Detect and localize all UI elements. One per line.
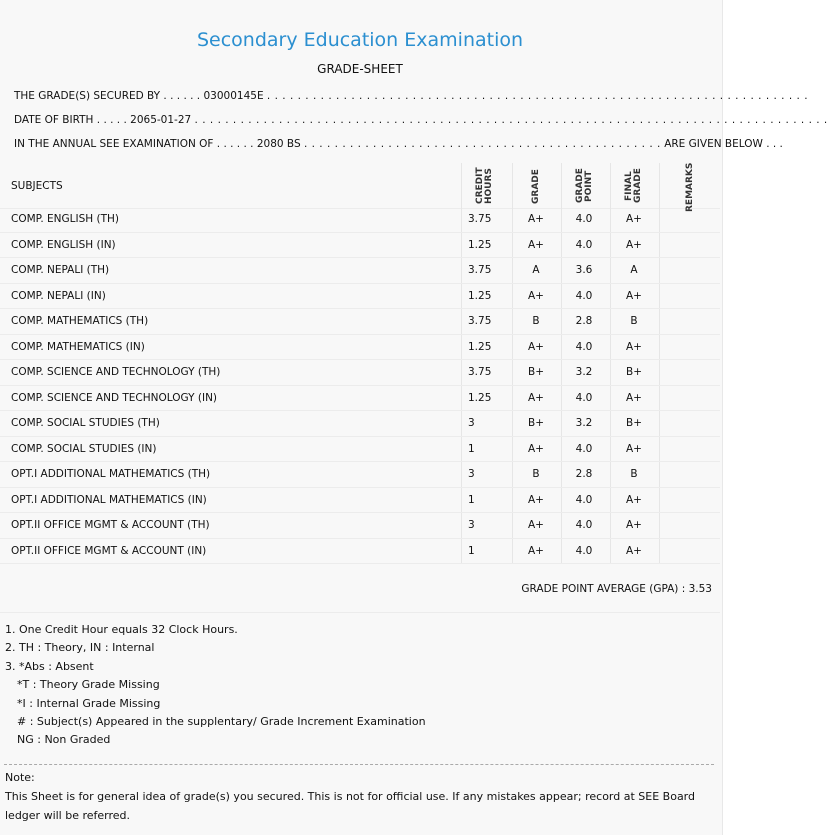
gpa-value: GRADE POINT AVERAGE (GPA) : 3.53 [521, 583, 712, 595]
grade-cell: A+ [528, 519, 544, 531]
leader-dots: . . . . . . . . . . . . . . . . . . . . . . . . . . . . . . . . . . . . . . . . . . . . . . . . . . . . . . . . . . . . . . . . . . . . . . . [266, 90, 809, 102]
credit-hours-cell: 3.75 [468, 264, 492, 276]
final-grade-cell: A+ [626, 519, 642, 531]
subject-cell: OPT.I ADDITIONAL MATHEMATICS (IN) [11, 493, 207, 506]
page-title: Secondary Education Examination [196, 29, 524, 51]
grade-cell: B [532, 315, 540, 327]
credit-hours-cell: 1 [468, 493, 475, 506]
grade-cell: A+ [528, 544, 544, 557]
table-row [0, 461, 720, 488]
dashed-divider [4, 764, 714, 765]
grade-point-cell: 4.0 [575, 289, 593, 302]
exam-suffix: ARE GIVEN BELOW . . . [664, 138, 783, 150]
gpa-section [0, 568, 720, 613]
grade-point-cell: 4.0 [575, 391, 593, 404]
table-row [0, 232, 720, 259]
table-row [0, 206, 720, 233]
subject-cell: OPT.II OFFICE MGMT & ACCOUNT (IN) [11, 544, 207, 557]
final-grade-cell: A+ [626, 442, 642, 455]
subject-cell: COMP. SOCIAL STUDIES (IN) [11, 442, 157, 455]
grade-point-cell: 4.0 [575, 213, 593, 225]
subject-cell: COMP. SOCIAL STUDIES (TH) [11, 417, 160, 429]
note-heading: Note: [5, 771, 35, 784]
credit-hours-cell: 1 [468, 442, 475, 455]
final-grade-cell: B [630, 315, 638, 327]
secured-by-label: THE GRADE(S) SECURED BY . . . . . . [14, 90, 201, 102]
table-row [0, 257, 720, 284]
secured-by-line [14, 90, 808, 102]
header-grade: GRADE [531, 169, 541, 204]
grade-cell: B [532, 468, 540, 480]
disclaimer-note [5, 768, 705, 825]
note-line: # : Subject(s) Appeared in the supplentary/ Grade Increment Examination [17, 715, 426, 729]
grade-point-cell: 4.0 [575, 493, 593, 506]
credit-hours-cell: 3 [468, 468, 475, 480]
grade-point-cell: 4.0 [575, 442, 593, 455]
credit-hours-cell: 3 [468, 519, 475, 531]
subject-cell: OPT.II OFFICE MGMT & ACCOUNT (TH) [11, 519, 210, 531]
grade-point-cell: 3.2 [575, 417, 593, 429]
grade-cell: A+ [528, 213, 544, 225]
dob-value: 2065-01-27 [130, 114, 192, 126]
subject-cell: COMP. SCIENCE AND TECHNOLOGY (TH) [11, 366, 221, 378]
header-credit-hours: CREDIT HOURS [475, 167, 494, 205]
grade-point-cell: 3.6 [575, 264, 593, 276]
grade-point-cell: 3.2 [575, 366, 593, 378]
grade-cell: A [532, 264, 540, 276]
final-grade-cell: A+ [626, 213, 642, 225]
final-grade-cell: A+ [626, 238, 642, 251]
exam-label: IN THE ANNUAL SEE EXAMINATION OF . . . . . . [14, 138, 254, 150]
final-grade-cell: A+ [626, 544, 642, 557]
exam-line [14, 138, 783, 150]
credit-hours-cell: 1.25 [468, 238, 492, 251]
table-row [0, 512, 720, 539]
subject-cell: COMP. MATHEMATICS (TH) [11, 315, 149, 327]
grade-point-cell: 4.0 [575, 519, 593, 531]
table-row [0, 283, 720, 310]
grade-point-cell: 2.8 [575, 468, 593, 480]
dob-line [14, 114, 828, 126]
subject-cell: COMP. SCIENCE AND TECHNOLOGY (IN) [11, 391, 218, 404]
grade-cell: A+ [528, 493, 544, 506]
leader-dots: . . . . . . . . . . . . . . . . . . . . . . . . . . . . . . . . . . . . . . . . . . . . . . . . . . . . . . . . . . . . . . . . . . . . . . . . . . . . . . . . . . . [194, 114, 828, 126]
grade-point-cell: 4.0 [575, 340, 593, 353]
exam-year: 2080 BS [256, 138, 301, 150]
subject-cell: OPT.I ADDITIONAL MATHEMATICS (TH) [11, 468, 211, 480]
final-grade-cell: A+ [626, 493, 642, 506]
subject-cell: COMP. NEPALI (TH) [11, 264, 110, 276]
final-grade-cell: B+ [625, 417, 642, 429]
grade-point-cell: 4.0 [575, 238, 593, 251]
grade-cell: A+ [528, 391, 544, 404]
legend-notes [5, 621, 426, 750]
final-grade-cell: B [630, 468, 638, 480]
final-grade-cell: A+ [626, 391, 642, 404]
credit-hours-cell: 1.25 [468, 340, 492, 353]
grade-cell: B+ [527, 366, 544, 378]
note-line: *T : Theory Grade Missing [17, 678, 160, 692]
note-line: NG : Non Graded [17, 733, 111, 747]
credit-hours-cell: 1.25 [468, 289, 492, 302]
symbol-number: 03000145E [203, 90, 264, 102]
final-grade-cell: A+ [626, 340, 642, 353]
grade-cell: A+ [528, 238, 544, 251]
dob-label: DATE OF BIRTH . . . . . [14, 114, 127, 126]
note-line: 1. One Credit Hour equals 32 Clock Hours. [5, 623, 238, 636]
table-row [0, 487, 720, 514]
grade-cell: B+ [527, 417, 544, 429]
credit-hours-cell: 1 [468, 544, 475, 557]
grade-point-cell: 2.8 [575, 315, 593, 327]
grade-point-cell: 4.0 [575, 544, 593, 557]
final-grade-cell: A+ [626, 289, 642, 302]
credit-hours-cell: 1.25 [468, 391, 492, 404]
credit-hours-cell: 3.75 [468, 213, 492, 225]
table-row [0, 334, 720, 361]
table-row [0, 436, 720, 463]
table-row [0, 410, 720, 437]
table-row [0, 308, 720, 335]
note-line: *I : Internal Grade Missing [17, 696, 161, 710]
grade-cell: A+ [528, 442, 544, 455]
header-remarks: REMARKS [685, 162, 695, 212]
subject-cell: COMP. ENGLISH (TH) [11, 213, 119, 225]
credit-hours-cell: 3 [468, 417, 475, 429]
table-row [0, 385, 720, 412]
note-line: 2. TH : Theory, IN : Internal [5, 641, 155, 655]
note-line: 3. *Abs : Absent [5, 659, 94, 673]
header-subjects: SUBJECTS [11, 180, 63, 192]
final-grade-cell: A [630, 264, 638, 276]
note-text: This Sheet is for general idea of grade(s) you secured. This is not for official use. If any mistakes appear; record at SEE Board ledger will be referred. [5, 790, 695, 822]
leader-dots: . . . . . . . . . . . . . . . . . . . . . . . . . . . . . . . . . . . . . . . . . . . . . . . [303, 138, 661, 150]
subject-cell: COMP. NEPALI (IN) [11, 289, 106, 302]
sheet-subtitle: GRADE-SHEET [317, 62, 403, 76]
subject-cell: COMP. ENGLISH (IN) [11, 238, 116, 251]
grade-cell: A+ [528, 289, 544, 302]
header-final-grade: FINAL GRADE [624, 168, 643, 204]
header-grade-point: GRADE POINT [575, 168, 594, 204]
credit-hours-cell: 3.75 [468, 315, 492, 327]
subject-cell: COMP. MATHEMATICS (IN) [11, 340, 145, 353]
table-header [0, 163, 720, 209]
final-grade-cell: B+ [625, 366, 642, 378]
table-row [0, 538, 720, 565]
credit-hours-cell: 3.75 [468, 366, 492, 378]
table-row [0, 359, 720, 386]
grade-cell: A+ [528, 340, 544, 353]
